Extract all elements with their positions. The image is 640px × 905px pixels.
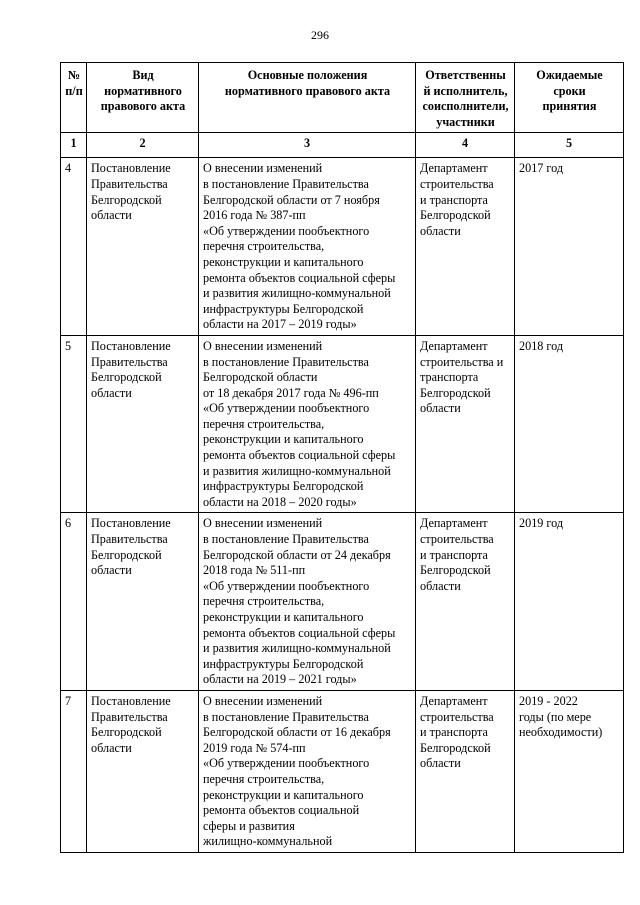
column-number: 3 <box>199 133 416 158</box>
responsible-party: Департамент строительства и транспорта Белгородской области <box>416 158 515 336</box>
column-number: 5 <box>515 133 624 158</box>
header-deadline: Ожидаемые сроки принятия <box>515 63 624 133</box>
act-type: Постановление Правительства Белгородской области <box>87 690 199 852</box>
row-number: 7 <box>61 690 87 852</box>
legal-acts-table <box>60 62 624 853</box>
table-row <box>61 513 624 691</box>
deadline: 2019 - 2022 годы (по мере необходимости) <box>515 690 624 852</box>
header-main-provisions: Основные положения нормативного правового акта <box>199 63 416 133</box>
column-number: 2 <box>87 133 199 158</box>
table-header-row <box>61 63 624 133</box>
row-number: 4 <box>61 158 87 336</box>
act-content: О внесении изменений в постановление Правительства Белгородской области от 18 декабря 2017 года № 496-пп «Об утверждении пообъектного перечня строительства, реконструкции и капитального ремонта объектов социальной сферы и развития жилищно-коммунальной инфраструктуры Белгородской области на 2018 – 2020 годы» <box>199 335 416 513</box>
act-type: Постановление Правительства Белгородской области <box>87 335 199 513</box>
act-type: Постановление Правительства Белгородской области <box>87 158 199 336</box>
header-act-type: Вид нормативного правового акта <box>87 63 199 133</box>
responsible-party: Департамент строительства и транспорта Белгородской области <box>416 513 515 691</box>
responsible-party: Департамент строительства и транспорта Белгородской области <box>416 335 515 513</box>
column-numbers-row <box>61 133 624 158</box>
column-number: 1 <box>61 133 87 158</box>
act-content: О внесении изменений в постановление Правительства Белгородской области от 16 декабря 2019 года № 574-пп «Об утверждении пообъектного перечня строительства, реконструкции и капитального ремонта объектов социальной сферы и развития жилищно-коммунальной <box>199 690 416 852</box>
table-row <box>61 335 624 513</box>
deadline: 2018 год <box>515 335 624 513</box>
act-type: Постановление Правительства Белгородской области <box>87 513 199 691</box>
responsible-party: Департамент строительства и транспорта Белгородской области <box>416 690 515 852</box>
table-row <box>61 158 624 336</box>
deadline: 2019 год <box>515 513 624 691</box>
row-number: 5 <box>61 335 87 513</box>
page-number: 296 <box>311 28 329 42</box>
act-content: О внесении изменений в постановление Правительства Белгородской области от 24 декабря 2018 года № 511-пп «Об утверждении пообъектного перечня строительства, реконструкции и капитального ремонта объектов социальной сферы и развития жилищно-коммунальной инфраструктуры Белгородской области на 2019 – 2021 годы» <box>199 513 416 691</box>
column-number: 4 <box>416 133 515 158</box>
header-number: № п/п <box>61 63 87 133</box>
deadline: 2017 год <box>515 158 624 336</box>
act-content: О внесении изменений в постановление Правительства Белгородской области от 7 ноября 2016 года № 387-пп «Об утверждении пообъектного перечня строительства, реконструкции и капитального ремонта объектов социальной сферы и развития жилищно-коммунальной инфраструктуры Белгородской области на 2017 – 2019 годы» <box>199 158 416 336</box>
header-responsible: Ответственны й исполнитель, соисполнители, участники <box>416 63 515 133</box>
row-number: 6 <box>61 513 87 691</box>
table-row <box>61 690 624 852</box>
